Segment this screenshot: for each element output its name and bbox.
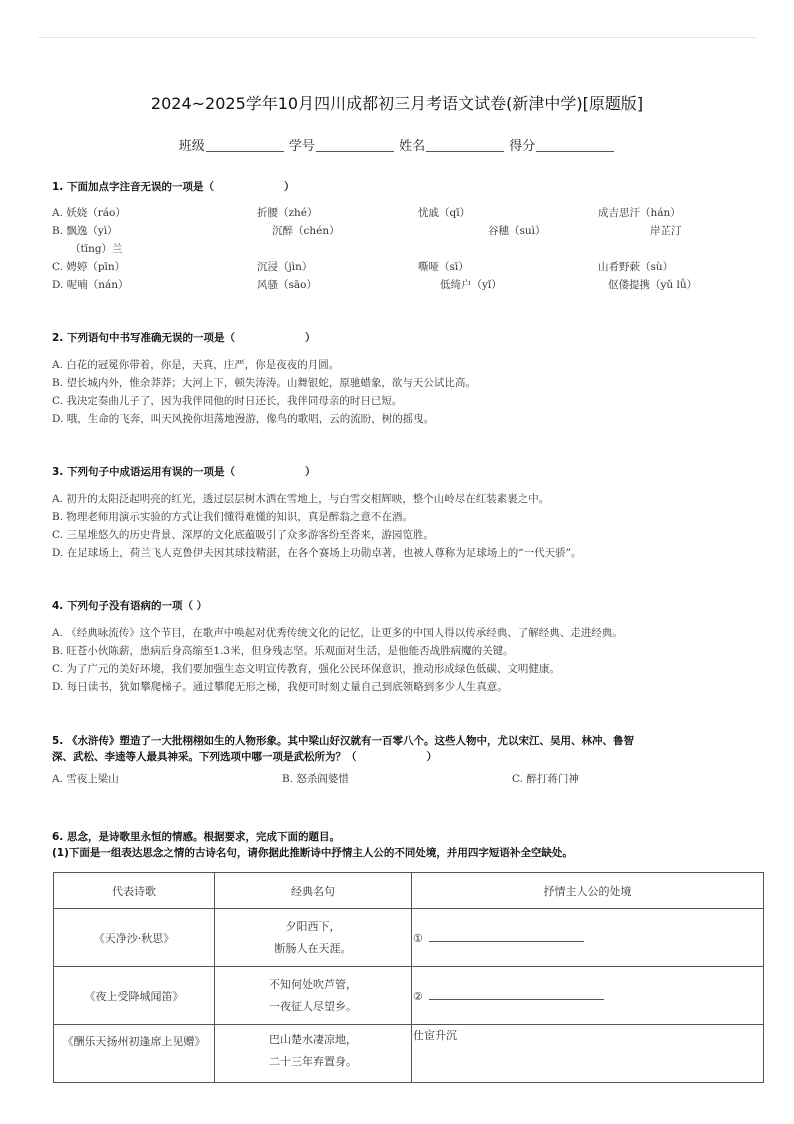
q1-option-c1: C. 娉婷（pīn） bbox=[52, 261, 126, 273]
q1-option-c2: 沉浸（jìn） bbox=[257, 261, 313, 273]
question-3-stem: 3. 下列句子中成语运用有误的一项是（ ） bbox=[52, 466, 316, 478]
table-row bbox=[54, 909, 764, 967]
q1-option-d1: D. 呢喃（nán） bbox=[52, 279, 129, 291]
poem-line-1: 巴山楚水凄凉地， bbox=[269, 1033, 357, 1046]
poem-line-1: 不知何处吹芦管， bbox=[269, 977, 357, 991]
q2-option-c: C. 我决定奏曲儿子了，因为我伴同他的时日还长，我伴同母亲的时日已短。 bbox=[52, 395, 403, 407]
question-1-stem: 1. 下面加点字注音无误的一项是（ ） bbox=[52, 181, 295, 193]
answer-text: 仕宦升沉 bbox=[413, 1029, 457, 1042]
q4-option-c: C. 为了广元的美好环境，我们要加强生态文明宣传教育，强化公民环保意识，推动形成绿色低碳、文明健康。 bbox=[52, 663, 560, 675]
q5-options-row bbox=[52, 771, 752, 789]
id-label: 学号 bbox=[288, 139, 315, 154]
question-3 bbox=[52, 464, 752, 562]
q3-option-b: B. 物理老师用演示实验的方式让我们懂得难懂的知识，真是醉翁之意不在酒。 bbox=[52, 511, 413, 523]
poem-title: 《夜上受降城闻笛》 bbox=[54, 967, 215, 1025]
id-blank[interactable] bbox=[316, 139, 394, 152]
question-4-stem: 4. 下列句子没有语病的一项（ ） bbox=[52, 600, 208, 612]
question-5 bbox=[52, 733, 752, 789]
answer-cell[interactable] bbox=[412, 909, 764, 967]
exam-title: 2024~2025学年10月四川成都初三月考语文试卷(新津中学)[原题版] bbox=[150, 94, 644, 113]
table-row bbox=[54, 1025, 764, 1083]
q2-option-a: A. 白花的冠冕你带着，你是，天真，庄严，你是夜夜的月圆。 bbox=[52, 359, 340, 371]
q1-option-a1: A. 妖娆（ráo） bbox=[52, 207, 126, 219]
header-situation: 抒情主人公的处境 bbox=[412, 873, 764, 909]
table-header-row bbox=[54, 873, 764, 909]
q1-option-a2: 折腰（zhé） bbox=[257, 207, 318, 219]
poem-table bbox=[53, 872, 764, 1083]
score-blank[interactable] bbox=[536, 139, 614, 152]
question-1-row-2-wrap bbox=[52, 241, 752, 259]
poem-line-2: 断肠人在天涯。 bbox=[274, 941, 352, 955]
question-1-row-3 bbox=[52, 259, 752, 277]
answer-blank[interactable] bbox=[429, 989, 604, 1000]
name-blank[interactable] bbox=[426, 139, 504, 152]
question-5-stem-line1: 5. 《水浒传》塑造了一大批栩栩如生的人物形象。其中梁山好汉就有一百零八个。这些人物中，尤以宋江、吴用、林冲、鲁智 bbox=[52, 735, 634, 747]
header-line: 经典名句 bbox=[215, 873, 412, 909]
q2-option-d: D. 哦，生命的飞奔，叫天风挽你坦荡地漫游，像鸟的歌唱，云的流盼，树的摇曳。 bbox=[52, 413, 435, 425]
question-6-stem: 6. 思念，是诗歌里永恒的情感。根据要求，完成下面的题目。 bbox=[52, 831, 340, 843]
header-rule bbox=[38, 37, 756, 38]
poem-line-2: 一夜征人尽望乡。 bbox=[269, 999, 357, 1013]
poem-lines bbox=[215, 1025, 412, 1083]
q5-option-b: B. 怒杀阎婆惜 bbox=[282, 773, 349, 785]
q1-option-b4: 岸芷汀 bbox=[650, 225, 682, 237]
q1-option-b1: B. 飘逸（yì） bbox=[52, 225, 118, 237]
q1-option-b4-cont: （tīng）兰 bbox=[70, 243, 123, 255]
score-label: 得分 bbox=[509, 139, 536, 154]
class-label: 班级 bbox=[178, 139, 205, 154]
q4-option-b: B. 旺苍小伙陈薪，患病后身高缩至1.3米，但身残志坚。乐观面对生活，是他能否战胜病魔的关键。 bbox=[52, 645, 514, 657]
q3-option-a: A. 初升的太阳泛起明亮的红光，透过层层树木洒在雪地上，与白雪交相辉映，整个山岭尽在红装素裹之中。 bbox=[52, 493, 550, 505]
answer-blank[interactable] bbox=[429, 931, 584, 942]
q4-option-a: A. 《经典咏流传》这个节目，在歌声中唤起对优秀传统文化的记忆，让更多的中国人得以传承经典、了解经典、走进经典。 bbox=[52, 627, 623, 639]
question-1-row-2 bbox=[52, 223, 752, 241]
poem-line-2: 二十三年弃置身。 bbox=[269, 1055, 357, 1068]
poem-lines bbox=[215, 909, 412, 967]
q1-option-b2: 沉醉（chén） bbox=[272, 225, 340, 237]
q3-option-c: C. 三星堆悠久的历史背景、深厚的文化底蕴吸引了众多游客纷至沓来，游园览胜。 bbox=[52, 529, 434, 541]
poem-title: 《天净沙·秋思》 bbox=[54, 909, 215, 967]
question-1-row-1 bbox=[52, 205, 752, 223]
header-poem: 代表诗歌 bbox=[54, 873, 215, 909]
q2-option-b: B. 望长城内外，惟余莽莽；大河上下，顿失涛涛。山舞银蛇，原驰蜡象，欲与天公试比高。 bbox=[52, 377, 476, 389]
q1-option-c3: 嘶哑（sī） bbox=[418, 261, 469, 273]
question-2-stem: 2. 下列语句中书写准确无误的一项是（ ） bbox=[52, 332, 316, 344]
poem-title: 《酬乐天扬州初逢席上见赠》 bbox=[54, 1025, 215, 1083]
class-blank[interactable] bbox=[206, 139, 284, 152]
answer-cell[interactable] bbox=[412, 967, 764, 1025]
q1-option-b3: 谷穗（suì） bbox=[488, 225, 546, 237]
poem-lines bbox=[215, 967, 412, 1025]
answer-mark: ① bbox=[413, 931, 423, 945]
question-2 bbox=[52, 330, 752, 428]
answer-cell bbox=[412, 1025, 764, 1083]
question-5-stem-line2: 深、武松、李逵等人最具神采。下列选项中哪一项是武松所为？（ ） bbox=[52, 751, 437, 763]
q3-option-d: D. 在足球场上，荷兰飞人克鲁伊夫因其球技精湛，在各个赛场上功勋卓著，也被人尊称为足球场上的“一代天骄”。 bbox=[52, 547, 582, 559]
answer-mark: ② bbox=[413, 989, 423, 1003]
question-1 bbox=[52, 179, 752, 295]
q4-option-d: D. 每日读书，犹如攀爬梯子。通过攀爬无形之梯，我便可时刻丈量自己到底领略到多少人生真意。 bbox=[52, 681, 508, 693]
table-row bbox=[54, 967, 764, 1025]
q5-option-a: A. 雪夜上梁山 bbox=[52, 773, 119, 785]
q1-option-a3: 忧戚（qī） bbox=[418, 207, 471, 219]
q1-option-d4: 伛偻提携（yǔ lǚ） bbox=[608, 279, 698, 291]
q5-option-c: C. 醉打蒋门神 bbox=[512, 773, 579, 785]
q1-option-c4: 山肴野蔌（sù） bbox=[598, 261, 674, 273]
poem-line-1: 夕阳西下， bbox=[285, 919, 341, 933]
question-6 bbox=[52, 829, 752, 861]
question-6-sub: (1)下面是一组表达思念之情的古诗名句，请你据此推断诗中抒情主人公的不同处境，并用四字短语补全空缺处。 bbox=[52, 847, 573, 859]
question-1-row-4 bbox=[52, 277, 752, 295]
student-info-line bbox=[0, 135, 794, 154]
q1-option-a4: 成吉思汗（hán） bbox=[598, 207, 681, 219]
q1-option-d2: 风骚（sāo） bbox=[257, 279, 317, 291]
question-4 bbox=[52, 598, 752, 696]
name-label: 姓名 bbox=[399, 139, 426, 154]
q1-option-d3: 低绮户（yǐ） bbox=[440, 279, 502, 291]
